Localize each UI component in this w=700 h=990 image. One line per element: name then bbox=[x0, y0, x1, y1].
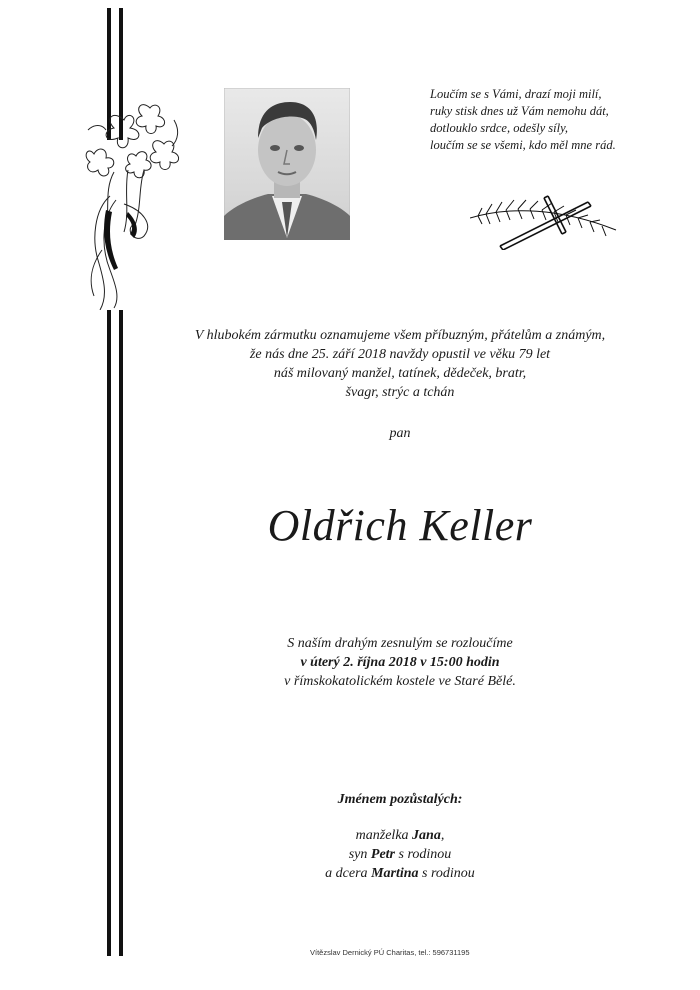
announcement-line: náš milovaný manžel, tatínek, dědeček, bratr, bbox=[273, 366, 527, 381]
announcement-line: švagr, strýc a tchán bbox=[345, 385, 455, 400]
poem-line: ruky stisk dnes už Vám nemohu dát, bbox=[430, 104, 609, 118]
flower-bouquet-icon bbox=[84, 100, 194, 310]
death-announcement bbox=[150, 326, 650, 402]
mourner-relation: manželka bbox=[355, 828, 413, 843]
announcement-line: že nás dne 25. září 2018 navždy opustil ve věku 79 let bbox=[249, 347, 551, 362]
funeral-location: v římskokatolickém kostele ve Staré Bělé. bbox=[284, 674, 516, 689]
funeral-line-1: S naším drahým zesnulým se rozloučíme bbox=[287, 636, 513, 651]
poem-line: Loučím se s Vámi, drazí moji milí, bbox=[430, 87, 602, 101]
mourner-item bbox=[150, 826, 650, 845]
cross-with-palm-icon bbox=[470, 188, 620, 250]
mourner-suffix: s rodinou bbox=[418, 866, 475, 881]
mourner-relation: syn bbox=[348, 847, 371, 862]
farewell-poem bbox=[430, 86, 690, 154]
funeral-date-time: v úterý 2. října 2018 v 15:00 hodin bbox=[300, 655, 500, 670]
mourner-item bbox=[150, 864, 650, 883]
mourner-name: Petr bbox=[370, 847, 395, 862]
mourner-name: Martina bbox=[371, 866, 419, 881]
mourners-heading: Jménem pozůstalých: bbox=[337, 792, 463, 807]
deceased-name: Oldřich Keller bbox=[267, 501, 533, 550]
mourner-suffix: s rodinou bbox=[395, 847, 452, 862]
mourner-name: Jana bbox=[412, 828, 441, 843]
title-word: pan bbox=[389, 426, 411, 441]
mourner-relation: a dcera bbox=[325, 866, 372, 881]
mourner-suffix: , bbox=[440, 828, 445, 843]
funeral-info bbox=[150, 634, 650, 691]
portrait-photo bbox=[224, 88, 350, 240]
announcement-line: V hlubokém zármutku oznamujeme všem příbuzným, přátelům a známým, bbox=[194, 328, 606, 343]
poem-line: dotlouklo srdce, odešly síly, bbox=[430, 121, 569, 135]
mourner-item bbox=[150, 845, 650, 864]
poem-line: loučím se se všemi, kdo měl mne rád. bbox=[430, 138, 616, 152]
funeral-service-footer: Vítězslav Dernický PÚ Charitas, tel.: 596731195 bbox=[310, 948, 470, 957]
mourners-list bbox=[150, 826, 650, 883]
